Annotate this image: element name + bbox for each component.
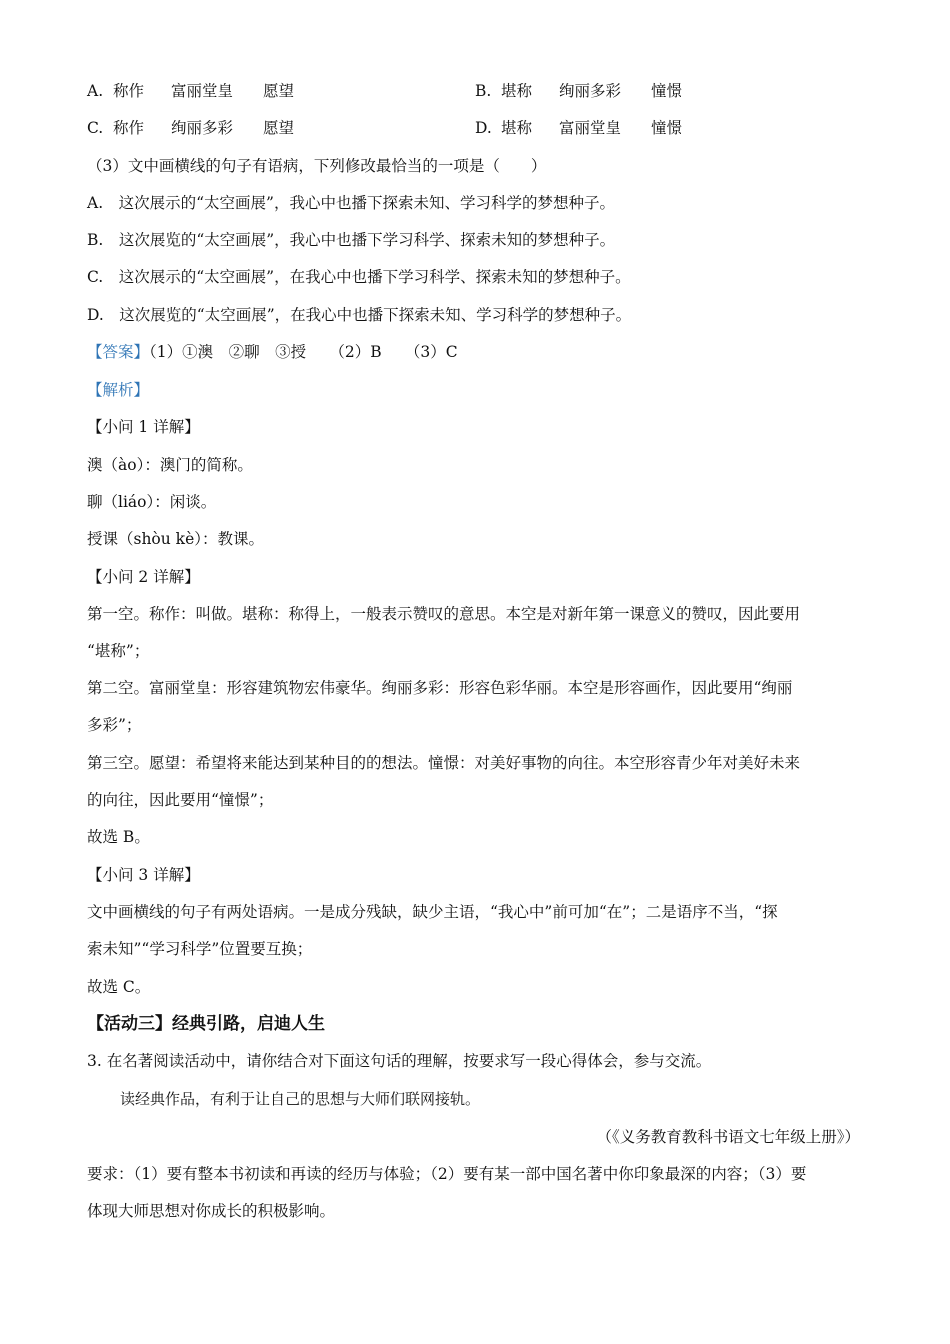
sub2-line-5: 第三空。愿望：希望将来能达到某种目的的想法。憧憬：对美好事物的向往。本空形容青少年对美好未来 bbox=[87, 754, 801, 772]
sub1-line-1: 澳（ào）：澳门的简称。 bbox=[87, 456, 253, 474]
activity3-question: 3. 在名著阅读活动中，请你结合对下面这句话的理解，按要求写一段心得体会，参与交流。 bbox=[87, 1052, 712, 1070]
answer-text: （1）①澳 ②聊 ③授 （2）B （3）C bbox=[149, 343, 458, 361]
q3-option-b: B. 这次展览的“太空画展”，我心中也播下学习科学、探索未知的梦想种子。 bbox=[87, 231, 616, 249]
activity3-requirement-1: 要求：（1）要有整本书初读和再读的经历与体验；（2）要有某一部中国名著中你印象最深的内容；（3）要 bbox=[87, 1165, 807, 1183]
sub2-title: 【小问 2 详解】 bbox=[87, 568, 200, 586]
q3-option-d: D. 这次展览的“太空画展”，在我心中也播下探索未知、学习科学的梦想种子。 bbox=[87, 306, 632, 324]
option-word-1: 堪称 bbox=[501, 119, 533, 137]
option-word-2: 富丽堂皇 bbox=[171, 82, 234, 100]
option-b bbox=[475, 80, 682, 102]
option-letter: D. bbox=[475, 119, 492, 137]
option-word-2: 富丽堂皇 bbox=[559, 119, 622, 137]
sub3-title: 【小问 3 详解】 bbox=[87, 866, 200, 884]
option-a bbox=[87, 80, 294, 102]
sub2-line-1: 第一空。称作：叫做。堪称：称得上，一般表示赞叹的意思。本空是对新年第一课意义的赞叹，因此要用 bbox=[87, 605, 801, 623]
sub2-line-6: 的向往，因此要用“憧憬”； bbox=[87, 791, 274, 809]
sub1-line-3: 授课（shòu kè）：教课。 bbox=[87, 530, 264, 548]
sub3-line-1: 文中画横线的句子有两处语病。一是成分残缺，缺少主语，“我心中”前可加“在”；二是语序不当，“探 bbox=[87, 903, 778, 921]
activity3-quote: 读经典作品，有利于让自己的思想与大师们联网接轨。 bbox=[120, 1090, 481, 1108]
sub2-line-3: 第二空。富丽堂皇：形容建筑物宏伟豪华。绚丽多彩：形容色彩华丽。本空是形容画作，因此要用“绚丽 bbox=[87, 679, 793, 697]
analysis-label: 【解析】 bbox=[87, 381, 150, 399]
q3-option-a: A. 这次展示的“太空画展”，我心中也播下探索未知、学习科学的梦想种子。 bbox=[87, 194, 615, 212]
option-word-1: 堪称 bbox=[501, 82, 533, 100]
option-word-3: 憧憬 bbox=[651, 82, 683, 100]
sub3-line-3: 故选 C。 bbox=[87, 978, 151, 996]
option-word-1: 称作 bbox=[113, 82, 145, 100]
activity3-source: （《义务教育教科书语文七年级上册》） bbox=[596, 1128, 860, 1146]
option-c bbox=[87, 117, 294, 139]
option-word-2: 绚丽多彩 bbox=[559, 82, 622, 100]
option-word-1: 称作 bbox=[113, 119, 145, 137]
activity3-requirement-2: 体现大师思想对你成长的积极影响。 bbox=[87, 1202, 336, 1220]
option-word-3: 憧憬 bbox=[651, 119, 683, 137]
sub1-title: 【小问 1 详解】 bbox=[87, 418, 200, 436]
answer-line bbox=[87, 341, 458, 363]
sub2-line-4: 多彩”； bbox=[87, 716, 142, 734]
option-d bbox=[475, 117, 682, 139]
activity3-title: 【活动三】经典引路，启迪人生 bbox=[87, 1014, 325, 1034]
sub1-line-2: 聊（liáo）：闲谈。 bbox=[87, 493, 217, 511]
option-word-3: 愿望 bbox=[263, 82, 295, 100]
sub2-line-2: “堪称”； bbox=[87, 642, 150, 660]
sub2-line-7: 故选 B。 bbox=[87, 828, 150, 846]
sub3-line-2: 索未知”“学习科学”位置要互换； bbox=[87, 940, 313, 958]
option-word-2: 绚丽多彩 bbox=[171, 119, 234, 137]
option-letter: B. bbox=[475, 82, 492, 100]
option-word-3: 愿望 bbox=[263, 119, 295, 137]
q3-stem: （3）文中画横线的句子有语病，下列修改最恰当的一项是（ ） bbox=[87, 157, 547, 175]
answer-label: 【答案】 bbox=[87, 343, 150, 361]
option-letter: C. bbox=[87, 119, 104, 137]
q3-option-c: C. 这次展示的“太空画展”，在我心中也播下学习科学、探索未知的梦想种子。 bbox=[87, 268, 631, 286]
option-letter: A. bbox=[87, 82, 104, 100]
